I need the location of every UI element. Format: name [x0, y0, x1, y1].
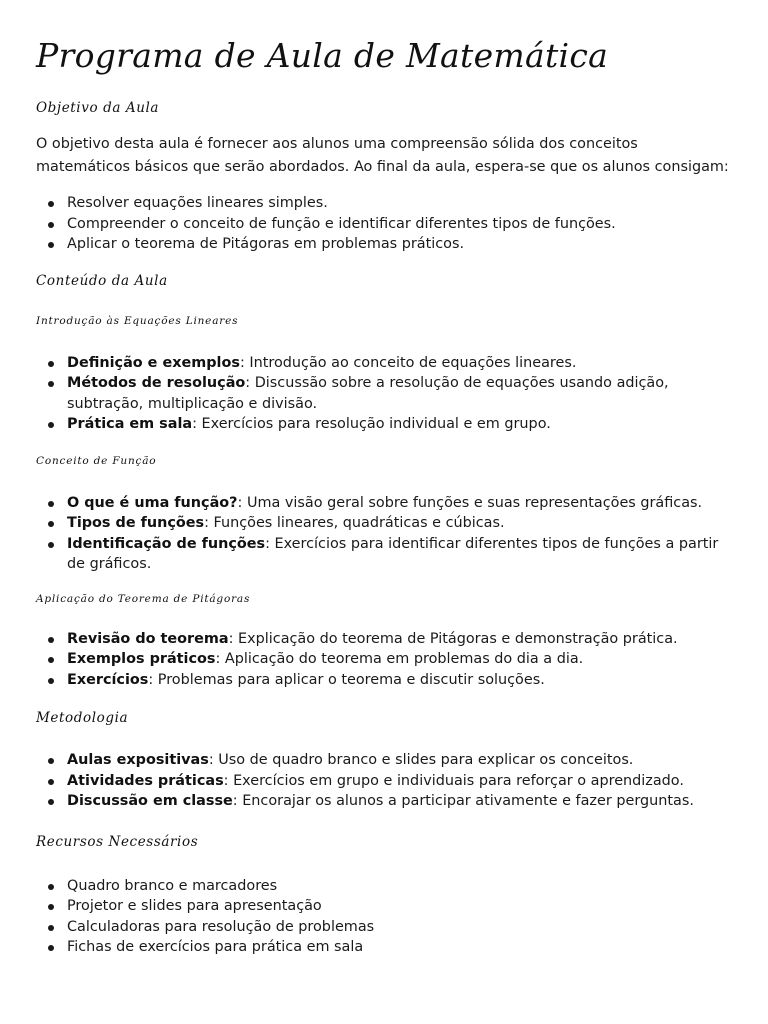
list-item	[36, 771, 732, 792]
item-term: Exemplos práticos	[67, 651, 216, 667]
item-text: : Uso de quadro branco e slides para explicar os conceitos.	[208, 752, 634, 768]
item-text: : Problemas para aplicar o teorema e discutir soluções.	[148, 671, 545, 688]
section-heading-objective: Objetivo da Aula	[36, 100, 160, 116]
page-title: Programa de Aula de Matemática	[36, 36, 609, 75]
resources-list	[36, 876, 732, 958]
item-term: Revisão do teorema	[67, 630, 229, 647]
item-term: Prática em sala	[67, 416, 193, 432]
item-term: Atividades práticas	[67, 772, 224, 789]
subsection-heading-linear-equations: Introdução às Equações Lineares	[36, 314, 239, 327]
item-text: : Introdução ao conceito de equações lineares.	[239, 354, 577, 371]
item-term: Discussão em classe	[67, 793, 233, 809]
list-item	[36, 353, 732, 374]
list-item: Resolver equações lineares simples.	[36, 193, 732, 214]
list-item: Quadro branco e marcadores	[36, 876, 732, 897]
list-item: Fichas de exercícios para prática em sala	[36, 937, 732, 958]
item-term: Identificação de funções	[67, 535, 266, 552]
subsection-heading-pythagoras: Aplicação do Teorema de Pitágoras	[36, 592, 251, 605]
methodology-list	[36, 750, 732, 812]
list-item	[36, 534, 732, 575]
subsection-heading-function-concept: Conceito de Função	[36, 454, 157, 467]
list-item	[36, 670, 732, 691]
section-heading-methodology: Metodologia	[36, 710, 129, 726]
item-text: : Exercícios em grupo e individuais para reforçar o aprendizado.	[223, 772, 684, 789]
item-term: Definição e exemplos	[67, 354, 240, 371]
list-item	[36, 493, 732, 514]
list-item	[36, 750, 732, 771]
item-text: : Discussão sobre a resolução de equações usando adição, subtração, multiplicação e divisão.	[67, 375, 669, 412]
list-item	[36, 629, 732, 650]
item-text: : Encorajar os alunos a participar ativamente e fazer perguntas.	[232, 793, 694, 809]
item-text: : Uma visão geral sobre funções e suas representações gráficas.	[237, 494, 703, 511]
pythagoras-list	[36, 629, 732, 691]
function-concept-list	[36, 493, 732, 575]
list-item	[36, 649, 732, 670]
item-term: Exercícios	[67, 671, 149, 688]
item-term: Métodos de resolução	[67, 375, 246, 391]
item-term: Aulas expositivas	[67, 752, 209, 768]
item-text: : Exercícios para resolução individual e em grupo.	[192, 416, 551, 432]
list-item: Projetor e slides para apresentação	[36, 896, 732, 917]
objective-list	[36, 193, 732, 255]
list-item	[36, 513, 732, 534]
item-text: : Aplicação do teorema em problemas do dia a dia.	[215, 651, 584, 667]
list-item: Aplicar o teorema de Pitágoras em problemas práticos.	[36, 234, 732, 255]
list-item	[36, 373, 732, 414]
section-heading-resources: Recursos Necessários	[36, 833, 199, 850]
item-text: : Explicação do teorema de Pitágoras e demonstração prática.	[228, 630, 678, 647]
item-text: : Funções lineares, quadráticas e cúbicas.	[204, 515, 505, 531]
list-item	[36, 791, 732, 812]
item-term: Tipos de funções	[67, 515, 205, 531]
section-heading-content: Conteúdo da Aula	[36, 272, 168, 289]
item-term: O que é uma função?	[67, 494, 238, 511]
list-item: Calculadoras para resolução de problemas	[36, 917, 732, 938]
list-item: Compreender o conceito de função e identificar diferentes tipos de funções.	[36, 214, 732, 235]
objective-paragraph: O objetivo desta aula é fornecer aos alunos uma compreensão sólida dos conceitos matemáticos básicos que serão abordados. Ao final da aula, espera-se que os alunos consigam:	[36, 136, 729, 175]
item-text: : Exercícios para identificar diferentes tipos de funções a partir de gráficos.	[67, 535, 719, 572]
list-item	[36, 414, 732, 435]
linear-equations-list	[36, 353, 732, 435]
